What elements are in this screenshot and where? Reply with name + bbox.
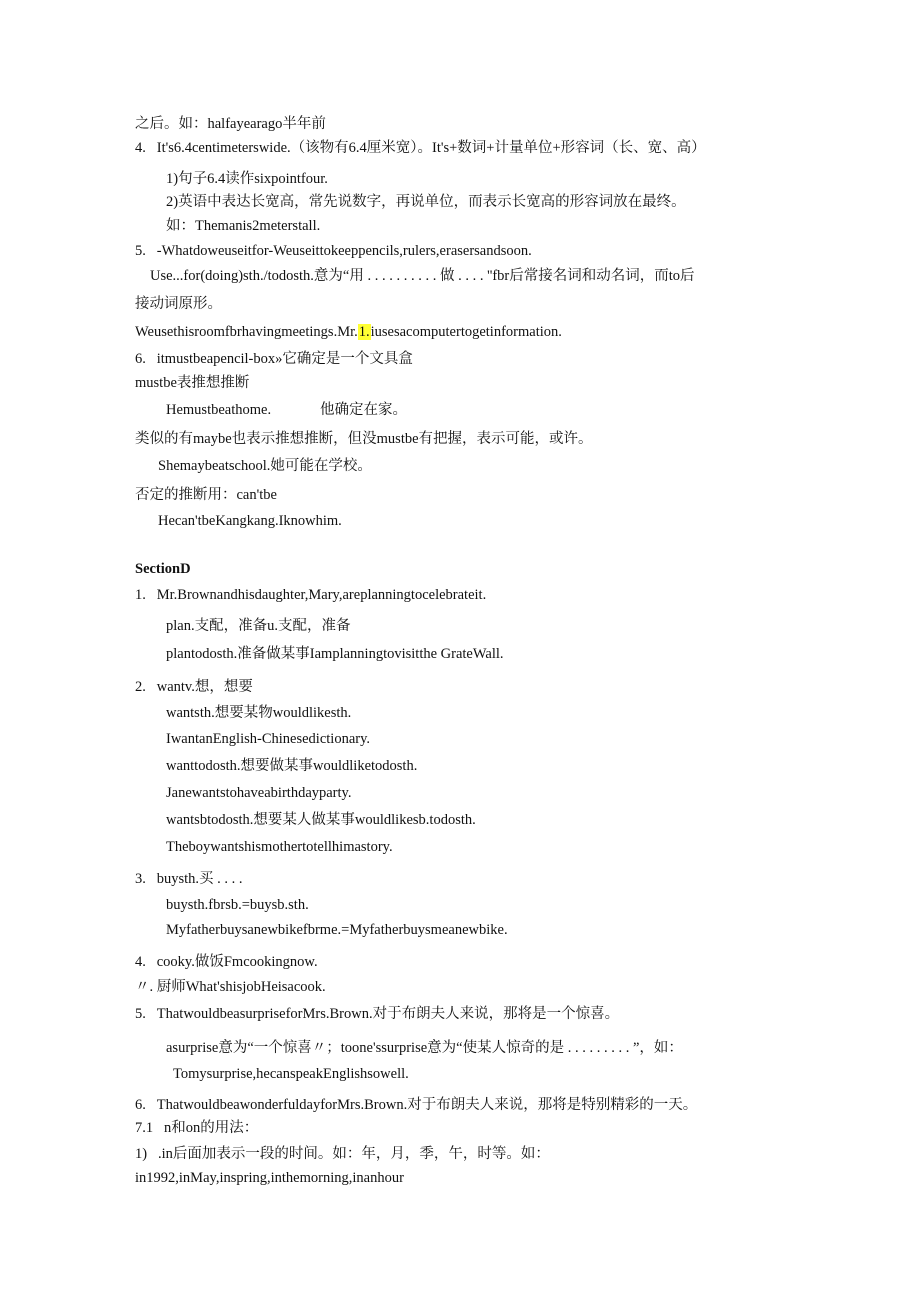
list-item-2: 2. wantv.想，想要 [135,679,253,695]
example-line: Hemustbeathome. [166,402,272,418]
sub-item-1: 1) .in后面加表示一段的时间。如：年，月，季，午，时等。如： [135,1146,550,1162]
list-item-3: 3. buysth.买 . . . . [135,871,243,887]
highlighted-text: 1. [358,324,370,340]
example-line: Tomysurprise,hecanspeakEnglishsowell. [173,1066,409,1082]
list-item-1: 1. Mr.Brownandhisdaughter,Mary,areplanningtocelebrateit. [135,587,487,603]
list-item-4: 4. It's6.4centimeterswide.（该物有6.4厘米宽）。It's+数词+计量单位+形容词（长、宽、高） [135,140,706,156]
example-line: Myfatherbuysanewbikefbrme.=Myfatherbuysmeanewbike. [166,922,508,938]
text-line: plantodosth.准备做某事Iamplanningtovisitthe GrateWall. [166,646,504,662]
sub-item-2: 2)英语中表达长宽高，常先说数字，再说单位，而表示长宽高的形容词放在最终。 [166,194,686,210]
text-line: mustbe表推想推断 [135,375,250,391]
list-item-5: 5. ThatwouldbeasurpriseforMrs.Brown.对于布朗夫人来说，那将是一个惊喜。 [135,1006,620,1022]
text-line: wanttodosth.想要做某事wouldliketodosth. [166,758,418,774]
text-line: asurprise意为“一个惊喜〃；toone'ssurprise意为“使某人惊奇的是 . . . . . . . . . ”，如： [166,1040,683,1056]
example-line [135,323,562,341]
example-text: Weusethisroomfbrhavingmeetings.Mr. [135,324,358,340]
translation-text: 他确定在家。 [320,402,407,418]
text-line: wantsbtodosth.想要某人做某事wouldlikesb.todosth. [166,812,476,828]
example-line: Janewantstohaveabirthdayparty. [166,785,352,801]
example-line: IwantanEnglish-Chinesedictionary. [166,731,371,747]
text-line: 接动词原形。 [135,296,222,312]
section-heading: SectionD [135,561,191,577]
example-text: iusesacomputertogetinformation. [370,324,562,340]
list-item-6: 6. itmustbeapencil-box»它确定是一个文具盒 [135,351,413,367]
text-line: 类似的有maybe也表示推想推断，但没mustbe有把握，表示可能，或许。 [135,431,593,447]
text-line: buysth.fbrsb.=buysb.sth. [166,897,309,913]
sub-item-1: 1)句子6.4读作sixpointfour. [166,171,328,187]
list-item-5: 5. -Whatdoweuseitfor-Weuseittokeeppencils,rulers,erasersandsoon. [135,243,532,259]
text-line: plan.支配，准备u.支配，准备 [166,618,351,634]
text-line: wantsth.想要某物wouldlikesth. [166,705,352,721]
text-line: 〃. 厨师What'shisjobHeisacook. [135,979,326,995]
list-item-7: 7.1 n和on的用法： [135,1120,259,1136]
list-item-6: 6. ThatwouldbeawonderfuldayforMrs.Brown.对于布朗夫人来说，那将是特别精彩的一天。 [135,1097,698,1113]
example-line: Hecan'tbeKangkang.Iknowhim. [158,513,342,529]
text-line: Use...for(doing)sth./todosth.意为“用 . . . . . . . . . . 做 . . . . ''fbr后常接名词和动名词，而to后 [150,268,695,284]
example-line: in1992,inMay,inspring,inthemorning,inanhour [135,1170,404,1186]
example-line: Shemaybeatschool.她可能在学校。 [158,458,372,474]
text-line: 否定的推断用：can'tbe [135,487,277,503]
list-item-4: 4. cooky.做饭Fmcookingnow. [135,954,318,970]
example-line: 如：Themanis2meterstall. [166,218,321,234]
text-line: 之后。如：halfayearago半年前 [135,116,326,132]
example-line: Theboywantshismothertotellhimastory. [166,839,393,855]
